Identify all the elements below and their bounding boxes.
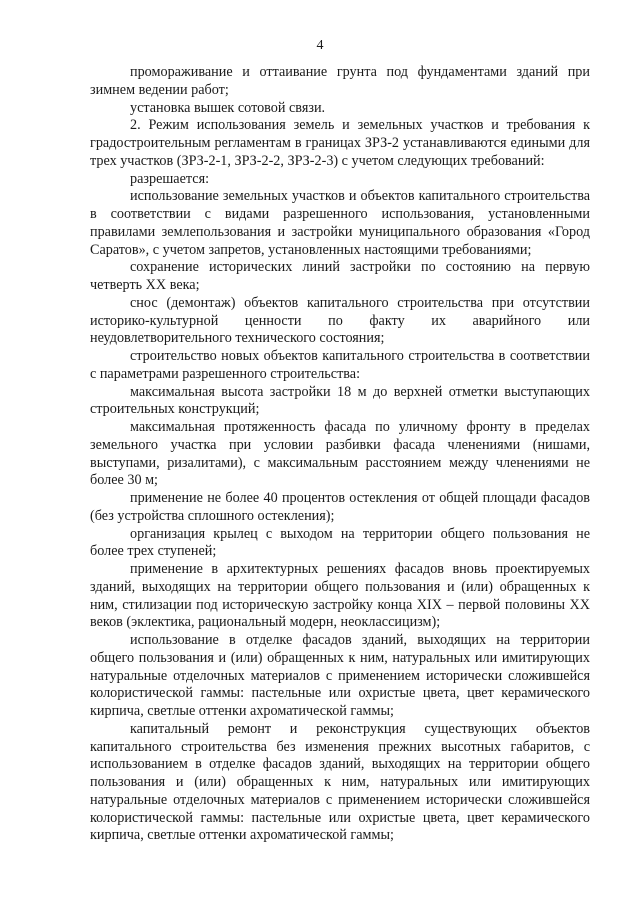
document-body [90, 64, 590, 845]
paragraph-frost-heaving: промораживание и оттаивание грунта под фундаментами зданий при зимнем ведении работ; [90, 64, 590, 98]
paragraph-max-height: максимальная высота застройки 18 м до верхней отметки выступающих строительных конструкций; [90, 383, 590, 418]
paragraph-porches: организация крылец с выходом на территории общего пользования не более трех ступеней; [90, 525, 590, 560]
paragraph-facade-materials: использование в отделке фасадов зданий, выходящих на территории общего пользования и (или) обращенных к ним, натуральных или имитирующих натуральные отделочных материалов с применением исторически сложившейся колористической гаммы: пастельные или охристые цвета, цвет керамического кирпича, светлые оттенки ахроматической гаммы; [90, 632, 590, 719]
paragraph-zrz2-regime: 2. Режим использования земель и земельных участков и требования к градостроительным регламентам в границах ЗРЗ-2 устанавливаются едиными для трех участков (ЗРЗ-2-1, ЗРЗ-2-2, ЗРЗ-2-3) с учетом следующих требований: [90, 117, 590, 169]
paragraph-stylization: применение в архитектурных решениях фасадов вновь проектируемых зданий, выходящих на территории общего пользования и (или) обращенных к ним, стилизации под историческую застройку конца XIX – первой половины XX веков (эклектика, рациональный модерн, неоклассицизм); [90, 561, 590, 631]
paragraph-land-use: использование земельных участков и объектов капитального строительства в соответствии с видами разрешенного использования, установленными правилами землепользования и застройки муниципального образования «Город Саратов», с учетом запретов, установленных настоящими требованиями; [90, 188, 590, 258]
paragraph-facade-length: максимальная протяженность фасада по уличному фронту в пределах земельного участка при условии разбивки фасада членениями (нишами, выступами, ризалитами), с максимальным расстоянием между членениями не более 30 м; [90, 419, 590, 489]
paragraph-renovation: капитальный ремонт и реконструкция существующих объектов капитального строительства без изменения прежних высотных габаритов, с использованием в отделке фасадов зданий, выходящих на территории общего пользования и (или) обращенных к ним, натуральных или имитирующих натуральные отделочных материалов с применением исторически сложившейся колористической гаммы: пастельные или охристые цвета, цвет керамического кирпича, светлые оттенки ахроматической гаммы; [90, 720, 590, 844]
page-number: 4 [316, 38, 324, 53]
paragraph-demolition: снос (демонтаж) объектов капитального строительства при отсутствии историко-культурной ценности по факту их аварийного или неудовлетворительного технического состояния; [90, 294, 590, 347]
paragraph-glazing: применение не более 40 процентов остекления от общей площади фасадов (без устройства сплошного остекления); [90, 490, 590, 524]
paragraph-historic-lines: сохранение исторических линий застройки по состоянию на первую четверть XX века; [90, 259, 590, 293]
paragraph-new-construction: строительство новых объектов капитального строительства в соответствии с параметрами разрешенного строительства: [90, 348, 590, 382]
paragraph-cell-towers: установка вышек сотовой связи. [130, 99, 326, 116]
paragraph-allowed-heading: разрешается: [130, 170, 210, 187]
